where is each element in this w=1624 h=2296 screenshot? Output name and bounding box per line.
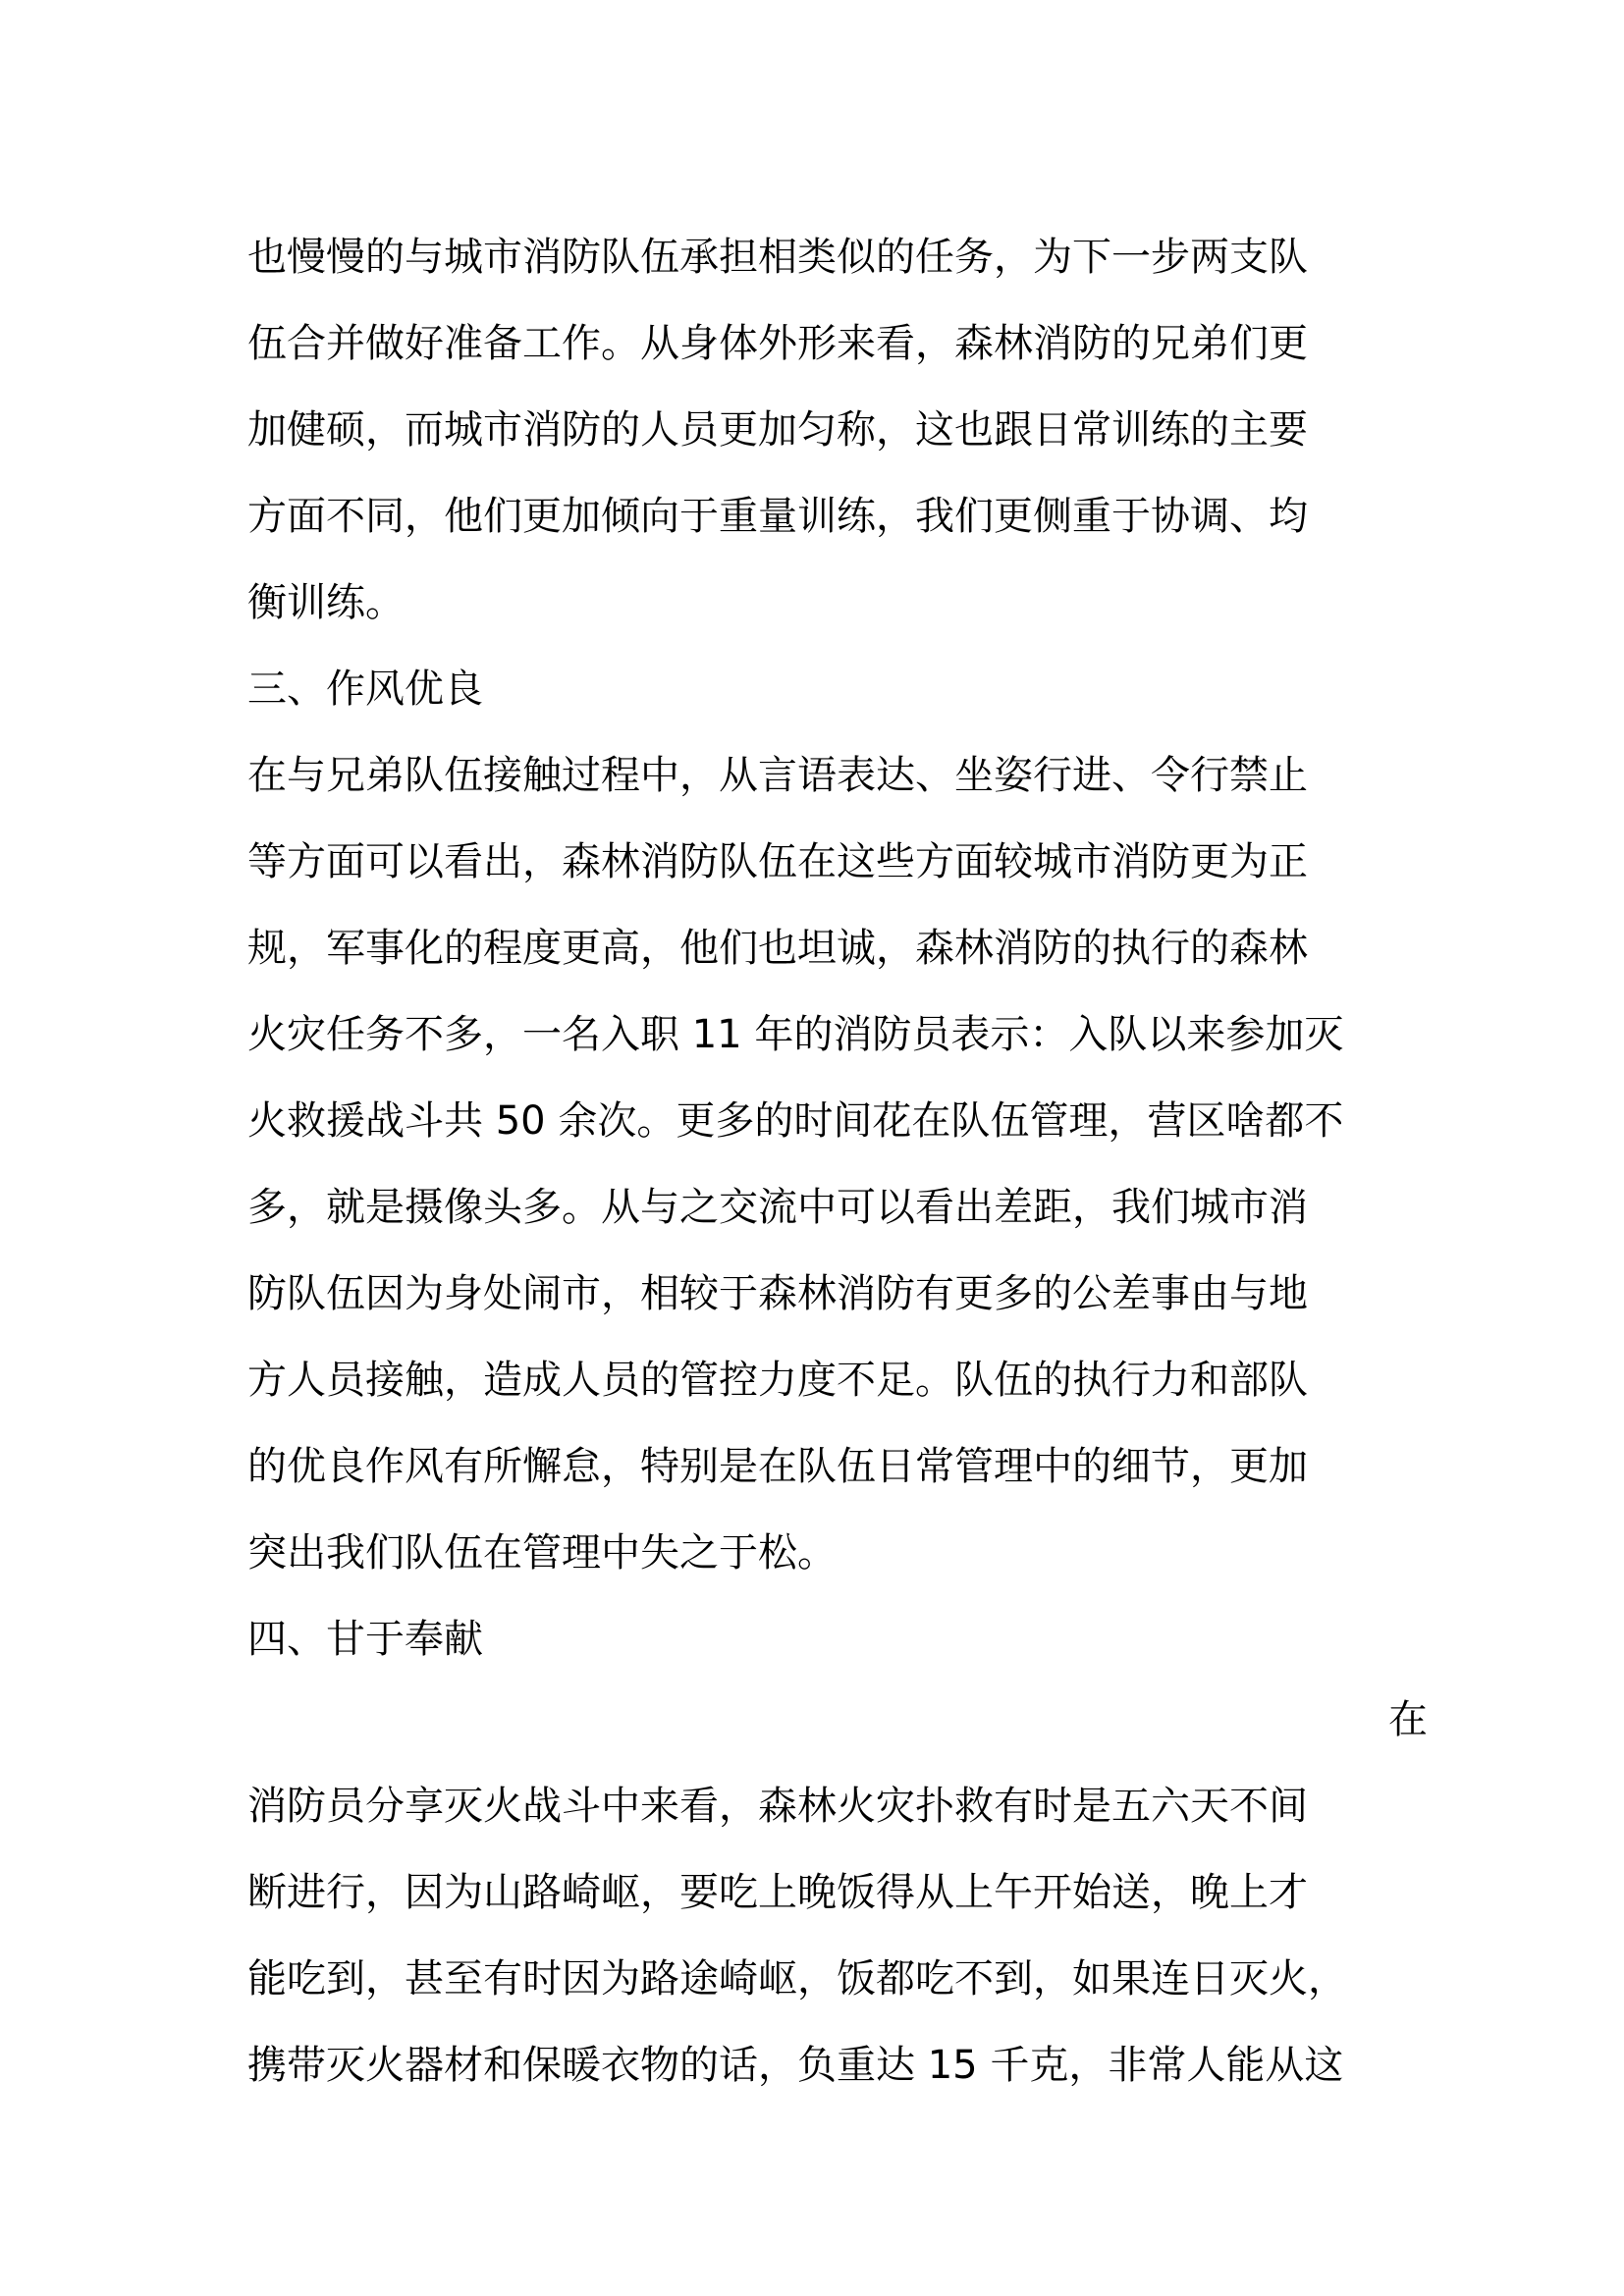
section-heading: 三、作风优良	[247, 667, 483, 712]
text-line: 也慢慢的与城市消防队伍承担相类似的任务，为下一步两支队	[247, 235, 1308, 280]
text-line: 等方面可以看出，森林消防队伍在这些方面较城市消防更为正	[247, 839, 1308, 884]
text-line: 方面不同，他们更加倾向于重量训练，我们更侧重于协调、均	[247, 494, 1308, 539]
section-heading: 四、甘于奉献	[247, 1617, 483, 1662]
text-line: 火救援战斗共 50 余次。更多的时间花在队伍管理，营区啥都不	[247, 1098, 1344, 1144]
text-line: 火灾任务不多，一名入职 11 年的消防员表示：入队以来参加灭	[247, 1012, 1344, 1057]
text-line: 携带灭火器材和保暖衣物的话，负重达 15 千克，非常人能从这	[247, 2043, 1344, 2088]
text-line: 防队伍因为身处闹市，相较于森林消防有更多的公差事由与地	[247, 1271, 1308, 1316]
text-line: 在与兄弟队伍接触过程中，从言语表达、坐姿行进、令行禁止	[247, 753, 1308, 798]
text-line: 断进行，因为山路崎岖，要吃上晚饭得从上午开始送，晚上才	[247, 1870, 1308, 1915]
text-line: 在	[1388, 1697, 1428, 1742]
text-line: 多，就是摄像头多。从与之交流中可以看出差距，我们城市消	[247, 1185, 1308, 1230]
text-line: 消防员分享灭火战斗中来看，森林火灾扑救有时是五六天不间	[247, 1784, 1308, 1829]
text-line: 方人员接触，造成人员的管控力度不足。队伍的执行力和部队	[247, 1358, 1308, 1403]
text-line: 衡训练。	[247, 580, 405, 625]
text-line: 规，军事化的程度更高，他们也坦诚，森林消防的执行的森林	[247, 926, 1308, 971]
text-line: 能吃到，甚至有时因为路途崎岖，饭都吃不到，如果连日灭火，	[247, 1956, 1347, 2002]
text-line: 加健硕，而城市消防的人员更加匀称，这也跟日常训练的主要	[247, 407, 1308, 453]
text-line: 突出我们队伍在管理中失之于松。	[247, 1530, 837, 1575]
text-line: 伍合并做好准备工作。从身体外形来看，森林消防的兄弟们更	[247, 321, 1308, 366]
text-line: 的优良作风有所懈怠，特别是在队伍日常管理中的细节，更加	[247, 1444, 1308, 1489]
